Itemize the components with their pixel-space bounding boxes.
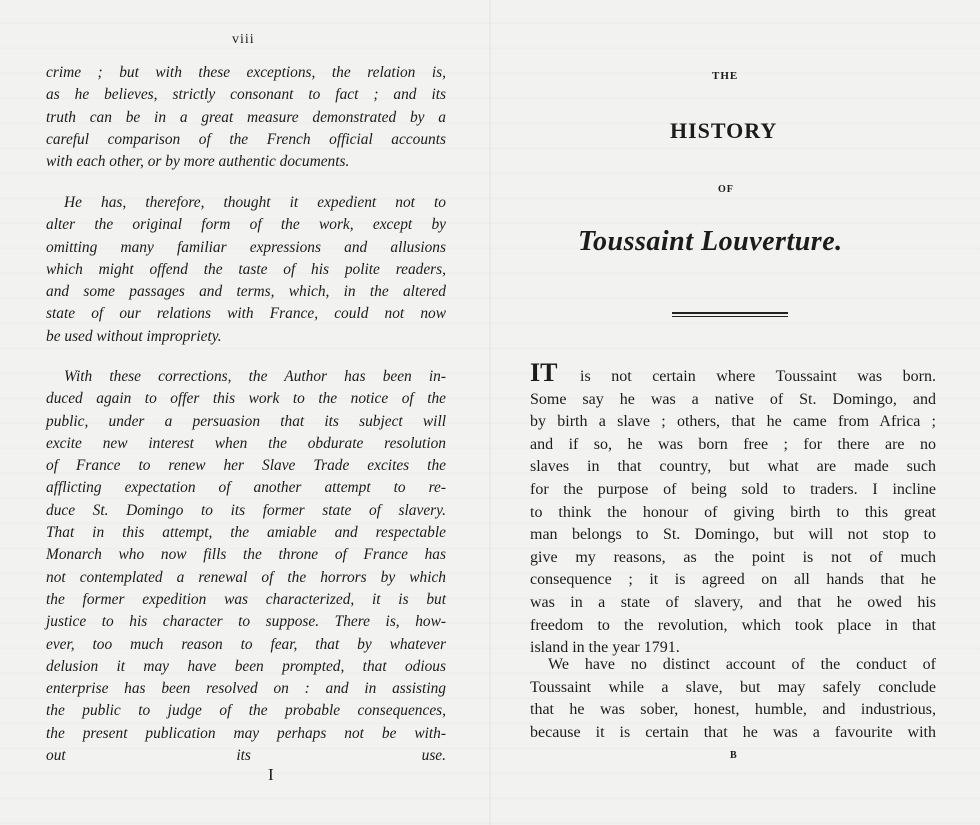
- text-line: the public to judge of the probable consequences,: [46, 702, 446, 720]
- text-line: Toussaint while a slave, but may safely conclude: [530, 678, 936, 696]
- text-line: out its use.: [46, 747, 446, 765]
- title-rule-thin: [672, 316, 788, 317]
- text-line: duced again to offer this work to the notice of the: [46, 390, 446, 408]
- text-line: slaves in that country, but what are made such: [530, 458, 936, 476]
- text-line: duce St. Domingo to its former state of slavery.: [46, 501, 446, 519]
- text-line: which might offend the taste of his polite readers,: [46, 260, 446, 278]
- text-line: justice to his character to suppose. There is, how-: [46, 613, 446, 631]
- text-line: alter the original form of the work, except by: [46, 216, 446, 234]
- text-line: the former expedition was characterized, it is but: [46, 590, 446, 608]
- page-number: viii: [232, 32, 255, 47]
- text-line: and if so, he was born free ; for there are no: [530, 435, 936, 453]
- text-line: excite new interest when the obdurate resolution: [46, 434, 446, 452]
- signature-mark: I: [268, 765, 274, 784]
- paragraph-3: [46, 366, 446, 767]
- text-line: was in a state of slavery, and that he owed his: [530, 593, 936, 611]
- text-line: delusion it may have been prompted, that odious: [46, 657, 446, 675]
- text-line: state of our relations with France, could not now: [46, 305, 446, 323]
- text-line: We have no distinct account of the conduct of: [548, 656, 936, 673]
- text-line: ever, too much reason to fear, that by whatever: [46, 635, 446, 653]
- text-line: that he was sober, honest, humble, and industrious,: [530, 701, 936, 719]
- text-line: crime ; but with these exceptions, the relation is,: [46, 64, 446, 81]
- text-line: to think the honour of giving birth to this great: [530, 503, 936, 521]
- text-line: of France to renew her Slave Trade excites the: [46, 457, 446, 475]
- text-line: Monarch who now fills the throne of France has: [46, 546, 446, 564]
- text-line: omitting many familiar expressions and allusions: [46, 238, 446, 256]
- text-line: man belongs to St. Domingo, but will not stop to: [530, 526, 936, 544]
- text-line: consequence ; it is agreed on all hands that he: [530, 571, 936, 589]
- text-line: enterprise has been resolved on : and in assisting: [46, 680, 446, 698]
- text-line: truth can be in a great measure demonstrated by a: [46, 108, 446, 126]
- text-line: be used without impropriety.: [46, 327, 222, 345]
- text-line: as he believes, strictly consonant to fact ; and its: [46, 86, 446, 104]
- text-line: by birth a slave ; others, that he came from Africa ;: [530, 413, 936, 431]
- title-of: OF: [718, 184, 734, 195]
- text-line: afflicting expectation of another attempt to re-: [46, 479, 446, 497]
- title-subject: Toussaint Louverture.: [578, 226, 843, 257]
- text-line: give my reasons, as the point is not of much: [530, 548, 936, 566]
- paragraph-1: [46, 62, 446, 173]
- title-rule: [672, 312, 788, 314]
- text-line: with each other, or by more authentic documents.: [46, 153, 350, 171]
- text-line: With these corrections, the Author has been in-: [64, 368, 446, 385]
- right-page: [490, 0, 980, 825]
- text-line: because it is certain that he was a favourite with: [530, 723, 936, 741]
- text-line: freedom to the revolution, which took place in that: [530, 616, 936, 634]
- text-line: That in this attempt, the amiable and respectable: [46, 524, 446, 542]
- body-paragraph-1: [530, 358, 936, 660]
- text-line: IT is not certain where Toussaint was born.: [530, 358, 936, 387]
- text-line: careful comparison of the French official accounts: [46, 130, 446, 148]
- title-the: THE: [712, 70, 739, 82]
- paragraph-2: [46, 192, 446, 348]
- drop-cap: IT: [530, 358, 558, 387]
- text-line: public, under a persuasion that its subject will: [46, 412, 446, 430]
- title-history: HISTORY: [670, 118, 778, 143]
- text-line: for the purpose of being sold to traders. I incline: [530, 480, 936, 498]
- text-line: island in the year 1791.: [530, 639, 680, 657]
- signature-mark: B: [730, 750, 737, 761]
- body-paragraph-2: [530, 654, 936, 744]
- text-line: and some passages and terms, which, in the altered: [46, 283, 446, 301]
- text-line: He has, therefore, thought it expedient not to: [64, 194, 446, 211]
- text-line: the present publication may perhaps not be with-: [46, 724, 446, 742]
- text-line: not contemplated a renewal of the horrors by which: [46, 568, 446, 586]
- text-line: Some say he was a native of St. Domingo, and: [530, 390, 936, 408]
